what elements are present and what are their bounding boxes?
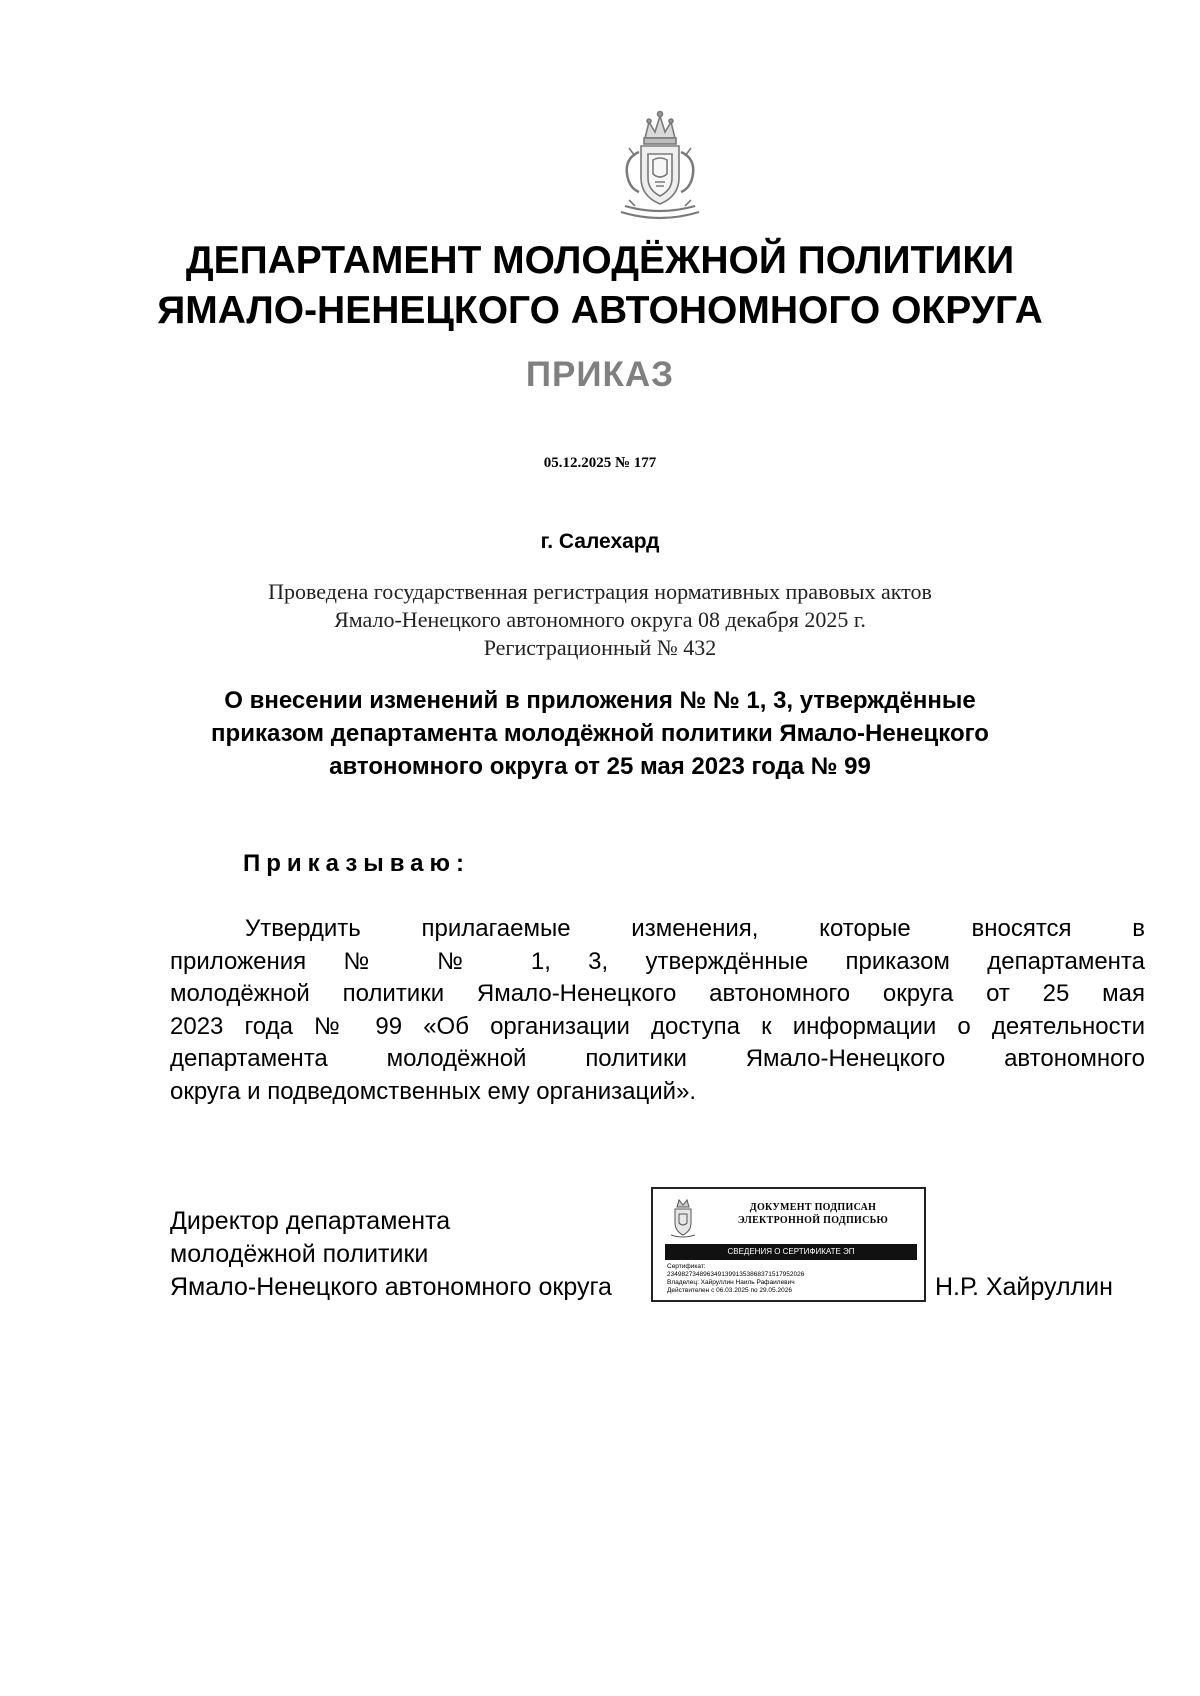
- signer-position-line2: молодёжной политики: [170, 1240, 429, 1268]
- document-date-number: 05.12.2025 № 177: [543, 455, 657, 471]
- document-subject: [0, 684, 1200, 783]
- stamp-title-line1: ДОКУМЕНТ ПОДПИСАН: [749, 1202, 877, 1213]
- registration-line3: Регистрационный № 432: [483, 635, 717, 660]
- stamp-validity: Действителен с 06.03.2025 по 29.05.2026: [667, 1287, 792, 1294]
- document-type: ПРИКАЗ: [525, 355, 675, 394]
- stamp-certificate-bar: СВЕДЕНИЯ О СЕРТИФИКАТЕ ЭП: [665, 1244, 917, 1260]
- registration-line1: Проведена государственная регистрация нормативных правовых актов: [268, 579, 932, 604]
- subject-line1: О внесении изменений в приложения № № 1, 3, утверждённые: [224, 687, 976, 714]
- signer-name: Н.Р. Хайруллин: [935, 1273, 1113, 1301]
- paragraph-line: 2023 года № 99 «Об организации доступа к информации о деятельности: [170, 1012, 1145, 1040]
- stamp-owner: Владелец: Хайруллин Наиль Рафаилевич: [667, 1279, 795, 1286]
- paragraph-line: молодёжной политики Ямало-Ненецкого автономного округа от 25 мая: [170, 980, 1145, 1007]
- registration-note: [0, 578, 1200, 662]
- signer-position-line1: Директор департамента: [170, 1207, 451, 1235]
- subject-line3: автономного округа от 25 мая 2023 года № 99: [329, 753, 871, 780]
- stamp-title-line2: ЭЛЕКТРОННОЙ ПОДПИСЬЮ: [737, 1215, 889, 1226]
- coat-of-arms-small-icon: [667, 1197, 699, 1239]
- registration-line2: Ямало-Ненецкого автономного округа 08 декабря 2025 г.: [334, 607, 866, 632]
- stamp-cert-number: 23498273489634913991353868371517952026: [667, 1271, 805, 1278]
- department-title-line2: ЯМАЛО-НЕНЕЦКОГО АВТОНОМНОГО ОКРУГА: [157, 289, 1043, 332]
- document-city: г. Салехард: [540, 530, 660, 553]
- paragraph-line: приложения № № 1, 3, утверждённые приказом департамента: [170, 947, 1145, 975]
- order-paragraph: [170, 913, 1145, 1108]
- department-title: [0, 236, 1200, 336]
- paragraph-line: Утвердить прилагаемые изменения, которые вносятся в: [245, 915, 1145, 942]
- paragraph-line: округа и подведомственных ему организаций».: [170, 1077, 697, 1105]
- signer-position: [170, 1205, 612, 1304]
- stamp-title: [707, 1201, 919, 1227]
- subject-line2: приказом департамента молодёжной политики Ямало-Ненецкого: [211, 720, 989, 747]
- signer-position-line3: Ямало-Ненецкого автономного округа: [170, 1273, 612, 1301]
- paragraph-line: департамента молодёжной политики Ямало-Ненецкого автономного: [170, 1045, 1145, 1072]
- department-title-line1: ДЕПАРТАМЕНТ МОЛОДЁЖНОЙ ПОЛИТИКИ: [185, 239, 1015, 282]
- stamp-cert-label: Сертификат:: [667, 1263, 706, 1270]
- order-keyword: Приказываю:: [243, 850, 471, 877]
- electronic-signature-stamp: [651, 1187, 926, 1302]
- coat-of-arms-icon: [615, 108, 705, 226]
